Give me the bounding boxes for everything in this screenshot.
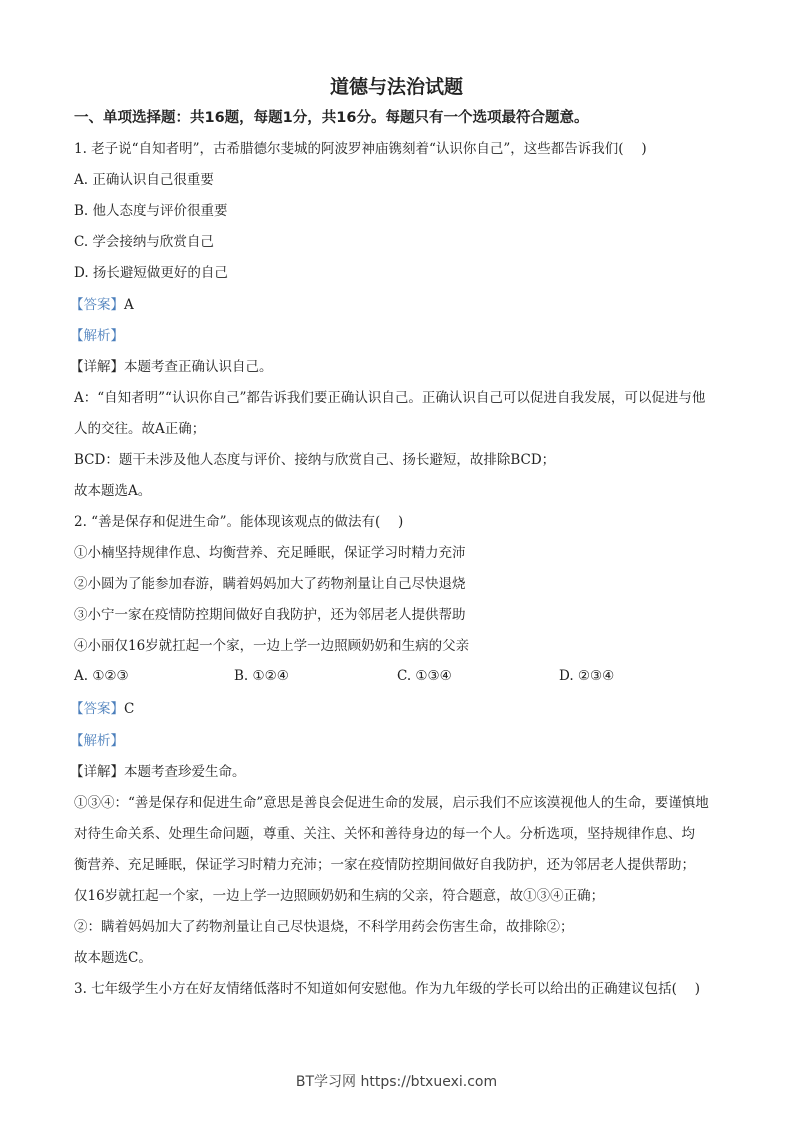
- q2-explain-line: 仅16岁就扛起一个家，一边上学一边照顾奶奶和生病的父亲，符合题意，故①③④正确；: [74, 888, 605, 904]
- detail-text: 本题考查珍爱生命。: [124, 764, 246, 780]
- q2-explain-line: 对待生命关系、处理生命问题，尊重、关注、关怀和善待身边的每一个人。分析选项，坚持规律作息、均: [74, 826, 695, 842]
- q1-analysis-tag: 【解析】: [70, 328, 124, 344]
- q2-explain-line: 衡营养、充足睡眠，保证学习时精力充沛；一家在疫情防控期间做好自我防护，还为邻居老人提供帮助；: [74, 857, 695, 873]
- detail-text: 本题考查正确认识自己。: [124, 359, 273, 375]
- q2-option-a: A. ①②③: [74, 668, 129, 684]
- footer-watermark: BT学习网 https://btxuexi.com: [295, 1074, 498, 1090]
- question-1-stem: 1. 老子说“自知者明”，古希腊德尔斐城的阿波罗神庙镌刻着“认识你自己”，这些都告诉我们( ): [74, 141, 647, 157]
- q2-analysis-tag: 【解析】: [70, 733, 124, 749]
- answer-tag: 【答案】: [70, 701, 124, 717]
- q1-explain-line: 人的交往。故A正确；: [74, 421, 206, 437]
- q1-option-d: D. 扬长避短做更好的自己: [74, 265, 228, 281]
- q1-detail: [70, 357, 273, 377]
- q2-option-b: B. ①②④: [234, 668, 289, 684]
- question-3-stem: 3. 七年级学生小方在好友情绪低落时不知道如何安慰他。作为九年级的学长可以给出的正确建议包括( ): [74, 981, 700, 997]
- section-heading: 一、单项选择题：共16题，每题1分，共16分。每题只有一个选项最符合题意。: [74, 110, 589, 126]
- answer-value: C: [124, 701, 135, 717]
- q2-explain-line: ①③④：“善是保存和促进生命”意思是善良会促进生命的发展，启示我们不应该漠视他人的生命，要谨慎地: [74, 795, 709, 811]
- detail-tag: 【详解】: [70, 359, 124, 375]
- q1-explain-line: BCD：题干未涉及他人态度与评价、接纳与欣赏自己、扬长避短，故排除BCD；: [74, 452, 556, 468]
- detail-tag: 【详解】: [70, 764, 124, 780]
- q2-item: ②小圆为了能参加春游，瞒着妈妈加大了药物剂量让自己尽快退烧: [74, 576, 466, 592]
- answer-tag: 【答案】: [70, 297, 124, 313]
- q2-option-c: C. ①③④: [397, 668, 452, 684]
- q1-explain-line: A：“自知者明”“认识你自己”都告诉我们要正确认识自己。正确认识自己可以促进自我发展，可以促进与他: [74, 390, 706, 406]
- q2-item: ③小宁一家在疫情防控期间做好自我防护，还为邻居老人提供帮助: [74, 607, 466, 623]
- question-2-stem: 2. “善是保存和促进生命”。能体现该观点的做法有( ): [74, 514, 404, 530]
- q2-detail: [70, 762, 246, 782]
- q1-explain-line: 故本题选A。: [74, 483, 152, 499]
- q1-answer: [70, 295, 134, 315]
- q1-option-a: A. 正确认识自己很重要: [74, 172, 214, 188]
- q1-option-b: B. 他人态度与评价很重要: [74, 203, 228, 219]
- q2-item: ①小楠坚持规律作息、均衡营养、充足睡眠，保证学习时精力充沛: [74, 545, 466, 561]
- q2-answer: [70, 699, 134, 719]
- q2-explain-line: 故本题选C。: [74, 950, 152, 966]
- page-title: 道德与法治试题: [329, 76, 463, 98]
- q2-option-d: D. ②③④: [559, 668, 615, 684]
- q2-item: ④小丽仅16岁就扛起一个家，一边上学一边照顾奶奶和生病的父亲: [74, 638, 470, 654]
- q2-explain-line: ②：瞒着妈妈加大了药物剂量让自己尽快退烧，不科学用药会伤害生命，故排除②；: [74, 919, 574, 935]
- answer-value: A: [124, 297, 134, 313]
- q1-option-c: C. 学会接纳与欣赏自己: [74, 234, 214, 250]
